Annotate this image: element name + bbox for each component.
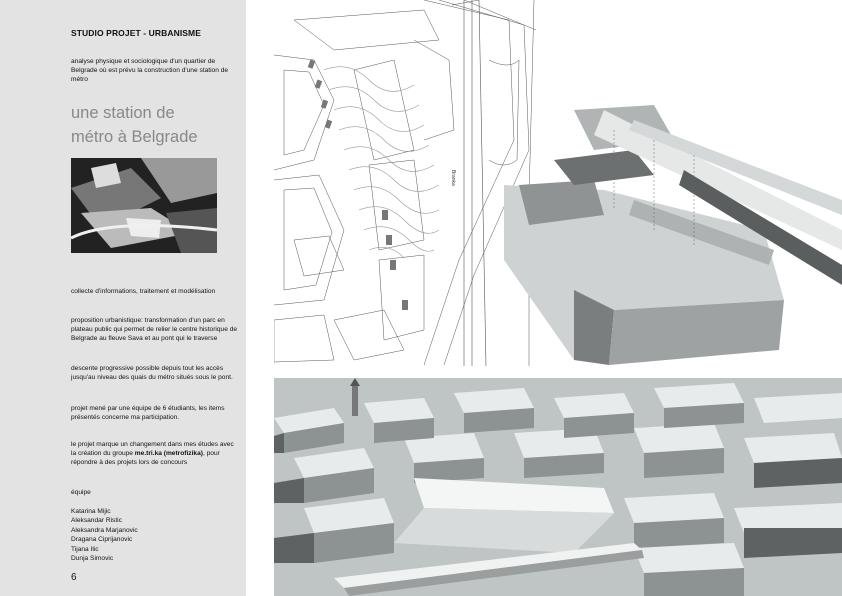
para-group-start: le projet marque un changement dans mes études avec la création du groupe <box>71 441 234 457</box>
para-group <box>71 440 239 467</box>
city-model-graphic <box>274 378 842 596</box>
group-name: me.tri.ka (metrofizika) <box>134 450 203 457</box>
para-group-end: , pour répondre à des projets lors de concours <box>71 450 220 466</box>
team-member: Dunja Simovic <box>71 555 114 563</box>
city-model-render <box>274 378 842 596</box>
site-photo-graphic <box>71 158 217 253</box>
site-photo <box>71 158 217 253</box>
page-number: 6 <box>71 572 77 583</box>
para-descent: descente progressive possible depuis tout les accès jusqu'au niveau des quais du métro situés sous le pont. <box>71 365 233 381</box>
intro-text: analyse physique et sociologique d'un quartier de Belgrade où est prévu la construction d'une station de métro <box>71 58 229 83</box>
site-plan-graphic <box>274 0 842 366</box>
project-title <box>71 101 246 149</box>
team-label: équipe <box>71 489 91 496</box>
street-label: Branka <box>450 170 456 186</box>
para-urban-proposal: proposition urbanistique: transformation d'un parc en plateau public qui permet de relier le centre historique de Belgrade au fleuve Sava et au pont qui le traverse <box>71 317 238 342</box>
title-line-2: métro à Belgrade <box>71 128 198 146</box>
team-member: Tijana Ilic <box>71 545 99 553</box>
team-member: Aleksandar Ristic <box>71 517 122 525</box>
team-member: Katarina Mijic <box>71 508 111 515</box>
team-member: Dragana Ciprijanovic <box>71 536 133 544</box>
title-line-1: une station de <box>71 104 175 122</box>
team-list <box>71 507 138 563</box>
site-plan-figure <box>274 0 842 366</box>
team-member: Aleksandra Marjanovic <box>71 526 138 534</box>
studio-header: STUDIO PROJET - URBANISME <box>71 28 202 38</box>
para-team-project: projet mené par une équipe de 6 étudiants, les items présentés concerne ma participation. <box>71 405 225 421</box>
para-data-collection: collecte d'informations, traitement et modélisation <box>71 288 216 295</box>
